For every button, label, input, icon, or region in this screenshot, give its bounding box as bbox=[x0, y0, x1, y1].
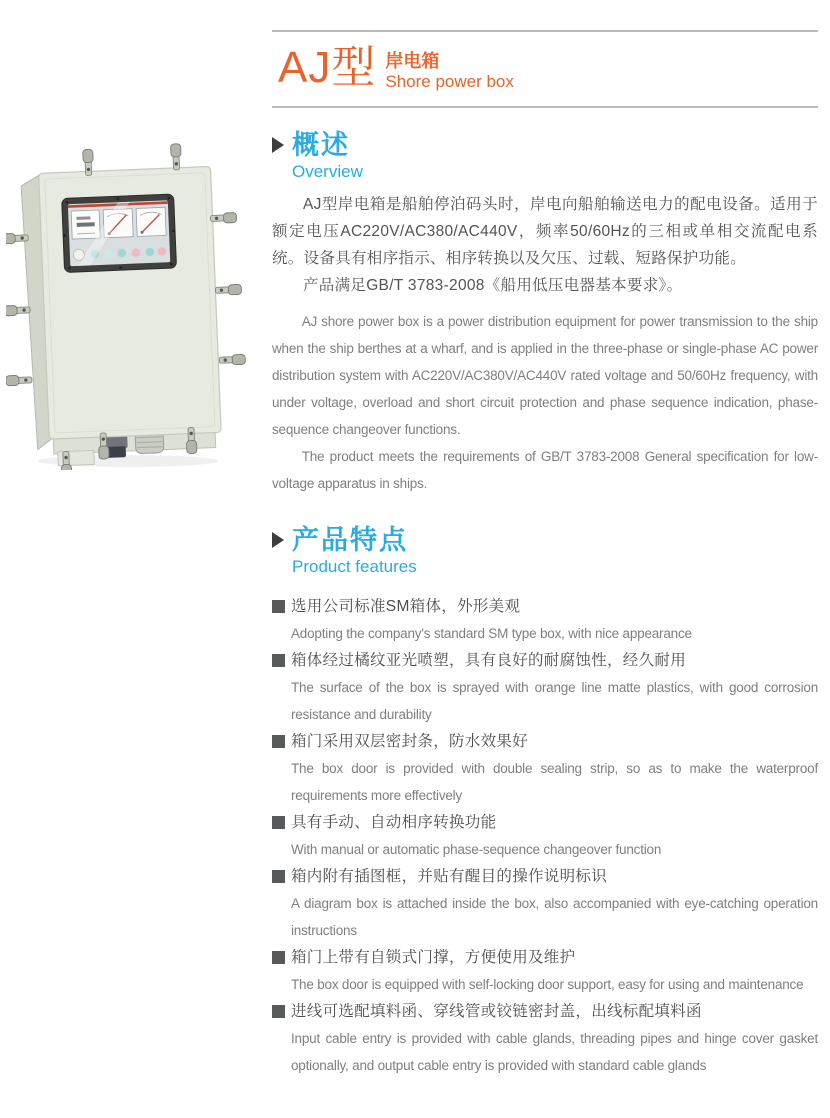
page-title-block bbox=[272, 30, 818, 108]
feature-item bbox=[272, 647, 818, 728]
model-name: AJ型 bbox=[278, 43, 377, 92]
square-bullet-icon bbox=[272, 735, 285, 748]
feature-title-cn bbox=[272, 998, 818, 1025]
feature-text-cn: 进线可选配填料函、穿线管或铰链密封盖，出线标配填料函 bbox=[291, 1003, 702, 1020]
features-heading bbox=[272, 525, 818, 577]
shore-power-box-illustration bbox=[6, 136, 250, 470]
overview-heading-en: Overview bbox=[292, 162, 363, 181]
enclosure-box bbox=[6, 141, 250, 470]
square-bullet-icon bbox=[272, 1005, 285, 1018]
feature-item bbox=[272, 809, 818, 863]
features-heading-en: Product features bbox=[292, 557, 417, 576]
content-column bbox=[272, 0, 818, 1079]
square-bullet-icon bbox=[272, 654, 285, 667]
product-name-cn: 岸电箱 bbox=[385, 50, 440, 71]
overview-heading bbox=[272, 130, 818, 182]
feature-text-en: Adopting the company's standard SM type box, with nice appearance bbox=[291, 626, 692, 641]
overview-paragraph-en: AJ shore power box is a power distribution equipment for power transmission to the ship when the ship berthes at a wharf, and is applied in the three-phase or single-phase AC power distribution system with AC220V/AC380V/AC440V rated voltage and 50/60Hz frequency, with under voltage, overload and short circuit protection and phase sequence indication, phase-sequence changeover functions. bbox=[272, 314, 818, 437]
feature-text-cn: 选用公司标准SM箱体，外形美观 bbox=[291, 598, 521, 615]
features-heading-cn: 产品特点 bbox=[292, 525, 408, 555]
analog-meter-3 bbox=[136, 207, 166, 236]
feature-item bbox=[272, 728, 818, 809]
feature-text-en: Input cable entry is provided with cable glands, threading pipes and hinge cover gasket optionally, and output cable entry is provided with standard cable glands bbox=[291, 1031, 818, 1073]
feature-text-en: The box door is provided with double sealing strip, so as to make the waterproof requirements more effectively bbox=[291, 761, 818, 803]
feature-text-en: With manual or automatic phase-sequence changeover function bbox=[291, 842, 662, 857]
feature-text-cn: 箱门采用双层密封条，防水效果好 bbox=[291, 733, 529, 750]
meter-window bbox=[62, 194, 177, 272]
features-section bbox=[272, 525, 818, 1079]
feature-text-en: The surface of the box is sprayed with orange line matte plastics, with good corrosion resistance and durability bbox=[291, 680, 818, 722]
overview-heading-cn: 概述 bbox=[292, 130, 350, 160]
square-bullet-icon bbox=[272, 816, 285, 829]
square-bullet-icon bbox=[272, 951, 285, 964]
feature-title-cn bbox=[272, 728, 818, 755]
product-name-en: Shore power box bbox=[385, 71, 514, 91]
feature-text-cn: 箱体经过橘纹亚光喷塑，具有良好的耐腐蚀性，经久耐用 bbox=[291, 652, 687, 669]
feature-item bbox=[272, 998, 818, 1079]
shore-power-box-photo bbox=[6, 136, 250, 470]
feature-text-cn: 箱内附有插图框，并贴有醒目的操作说明标识 bbox=[291, 868, 608, 885]
right-triangle-icon bbox=[272, 137, 284, 153]
feature-item bbox=[272, 944, 818, 998]
overview-paragraph-cn: 产品满足GB/T 3783-2008《船用低压电器基本要求》。 bbox=[303, 277, 683, 294]
feature-item bbox=[272, 863, 818, 944]
overview-section bbox=[272, 130, 818, 497]
product-subtitle bbox=[385, 51, 514, 92]
analog-meter-1 bbox=[71, 210, 100, 239]
square-bullet-icon bbox=[272, 870, 285, 883]
feature-text-en: The box door is equipped with self-locking door support, easy for using and maintenance bbox=[291, 977, 804, 992]
overview-paragraph-cn: AJ型岸电箱是船舶停泊码头时，岸电向船舶输送电力的配电设备。适用于额定电压AC220V/AC380/AC440V，频率50/60Hz的三相或单相交流配电系统。设备具有相序指示、相序转换以及欠压、过载、短路保护功能。 bbox=[272, 196, 818, 267]
feature-title-cn bbox=[272, 593, 818, 620]
feature-title-cn bbox=[272, 944, 818, 971]
feature-text-cn: 箱门上带有自锁式门撑，方便使用及维护 bbox=[291, 949, 576, 966]
feature-title-cn bbox=[272, 863, 818, 890]
features-list bbox=[272, 593, 818, 1079]
right-triangle-icon bbox=[272, 532, 284, 548]
feature-item bbox=[272, 593, 818, 647]
square-bullet-icon bbox=[272, 600, 285, 613]
feature-title-cn bbox=[272, 809, 818, 836]
feature-title-cn bbox=[272, 647, 818, 674]
overview-paragraph-en: The product meets the requirements of GB/T 3783-2008 General specification for low-voltage apparatus in ships. bbox=[272, 449, 818, 491]
feature-text-en: A diagram box is attached inside the box, also accompanied with eye-catching operation instructions bbox=[291, 896, 818, 938]
feature-text-cn: 具有手动、自动相序转换功能 bbox=[291, 814, 497, 831]
